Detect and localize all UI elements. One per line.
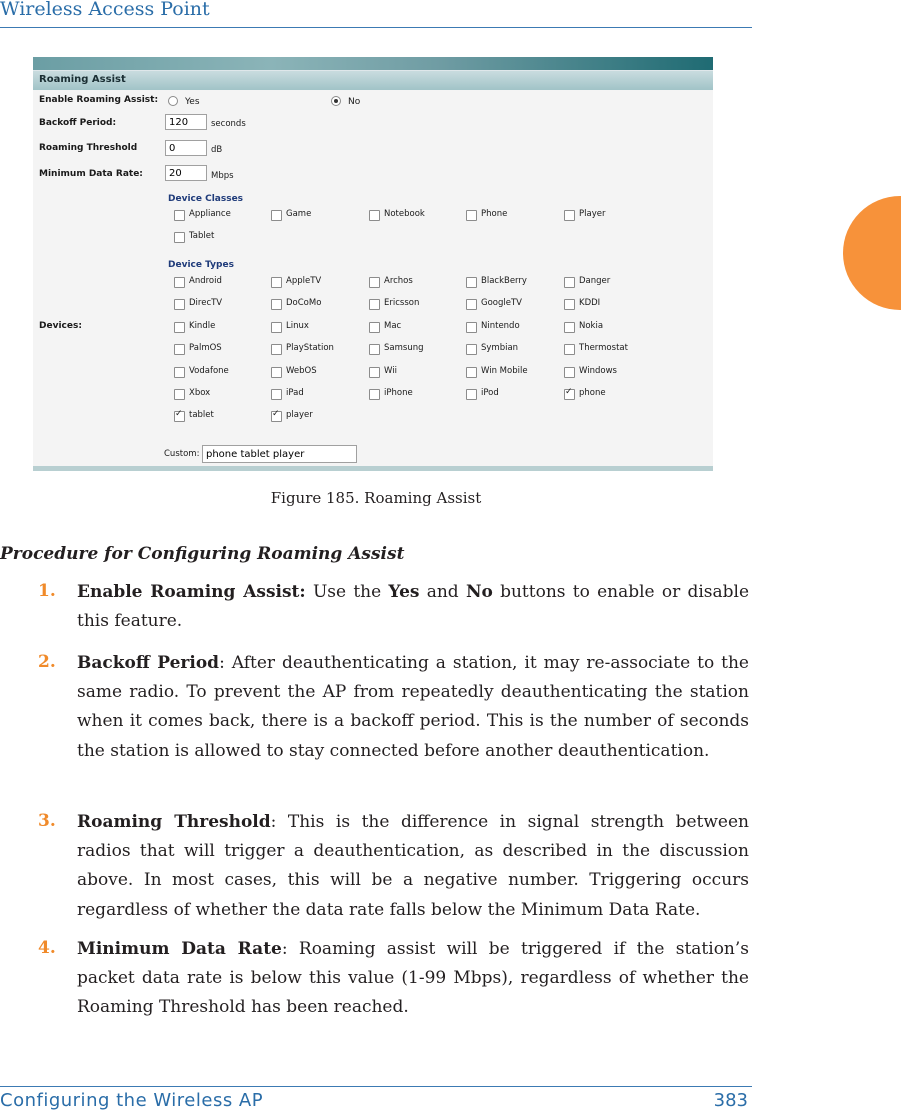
device-checkbox-webos[interactable] [271,367,282,378]
device-checkbox-label: Vodafone [189,365,229,376]
device-checkbox-win-mobile[interactable] [466,367,477,378]
device-checkbox-ericsson[interactable] [369,299,380,310]
step-3-text: Roaming Threshold: This is the difference in signal strength between radios that will trigger a deauthentication, as described in the discussion above. In most cases, this will be a negative number. Triggering occurs regardless of whether the data rate falls below the Minimum Data Rate. [77,812,749,920]
device-checkbox-windows[interactable] [564,367,575,378]
device-checkbox-kddi[interactable] [564,299,575,310]
device-checkbox-tablet[interactable] [174,411,185,422]
device-checkbox-appletv[interactable] [271,277,282,288]
device-checkbox-googletv[interactable] [466,299,477,310]
device-checkbox-label: Game [286,209,312,219]
device-checkbox-ipod[interactable] [466,389,477,400]
threshold-unit: dB [211,145,223,155]
device-checkbox-symbian[interactable] [466,344,477,355]
device-checkbox-label: PlayStation [286,343,334,354]
custom-label: Custom: [164,449,200,459]
device-checkbox-mac[interactable] [369,322,380,333]
device-checkbox-linux[interactable] [271,322,282,333]
device-checkbox-docomo[interactable] [271,299,282,310]
device-checkbox-android[interactable] [174,277,185,288]
device-checkbox-label: Phone [481,209,508,219]
device-checkbox-label: DirecTV [189,298,223,309]
device-classes-title: Device Classes [168,194,244,204]
device-checkbox-phone[interactable] [466,210,477,221]
device-checkbox-label: Appliance [189,209,231,219]
footer-rule [0,1086,752,1087]
device-checkbox-ipad[interactable] [271,389,282,400]
panel-title: Roaming Assist [39,74,126,85]
device-checkbox-label: KDDI [579,298,601,309]
footer-section: Configuring the Wireless AP [0,1090,264,1111]
enable-yes-radio[interactable] [168,96,178,106]
device-checkbox-appliance[interactable] [174,210,185,221]
step-4-text: Minimum Data Rate: Roaming assist will be triggered if the station’s packet data rate is below this value (1-99 Mbps), regardless of whether the Roaming Threshold has been reached. [77,939,750,1018]
device-checkbox-label: Tablet [189,231,215,242]
device-checkbox-label: Android [189,276,222,286]
device-checkbox-label: Archos [384,276,413,286]
device-checkbox-vodafone[interactable] [174,367,185,378]
device-checkbox-label: WebOS [286,365,317,376]
device-checkbox-palmos[interactable] [174,344,185,355]
step-term: Roaming Threshold [77,812,271,832]
device-checkbox-notebook[interactable] [369,210,380,221]
enable-no-radio[interactable] [331,96,341,106]
device-checkbox-playstation[interactable] [271,344,282,355]
step-number: 3. [38,811,56,831]
custom-devices-input[interactable] [202,445,357,463]
device-checkbox-kindle[interactable] [174,322,185,333]
device-checkbox-label: Win Mobile [481,365,528,376]
device-checkbox-player[interactable] [564,210,575,221]
device-checkbox-nintendo[interactable] [466,322,477,333]
roaming-threshold-label: Roaming Threshold [39,143,138,153]
device-checkbox-label: GoogleTV [481,298,522,309]
enable-no-label: No [348,97,361,107]
step-term: Backoff Period [77,653,220,673]
enable-roaming-label: Enable Roaming Assist: [39,95,159,105]
device-checkbox-label: Wii [384,365,397,376]
device-checkbox-label: Kindle [189,320,216,331]
device-checkbox-tablet[interactable] [174,232,185,243]
device-checkbox-label: Symbian [481,343,519,354]
device-checkbox-label: player [286,410,313,421]
roaming-threshold-input[interactable] [165,140,207,156]
backoff-period-input[interactable] [165,114,207,130]
chapter-tab [843,196,901,310]
step-number: 2. [38,652,56,672]
minimum-data-rate-label: Minimum Data Rate: [39,169,143,179]
device-checkbox-nokia[interactable] [564,322,575,333]
device-checkbox-label: iPod [481,388,499,398]
device-checkbox-danger[interactable] [564,277,575,288]
device-checkbox-label: Danger [579,276,611,286]
device-checkbox-label: Thermostat [579,343,628,354]
step-term: Enable Roaming Assist: [77,582,306,602]
devices-label: Devices: [39,321,82,331]
device-checkbox-label: iPhone [384,388,413,398]
enable-yes-label: Yes [185,97,200,107]
device-checkbox-label: Nintendo [481,320,520,331]
panel-bottom-bar [33,466,713,471]
panel-titlebar [33,57,713,90]
backoff-period-label: Backoff Period: [39,118,117,128]
device-checkbox-label: tablet [189,410,214,421]
device-checkbox-label: DoCoMo [286,298,322,309]
device-checkbox-xbox[interactable] [174,389,185,400]
device-checkbox-game[interactable] [271,210,282,221]
device-checkbox-label: AppleTV [286,276,322,286]
device-checkbox-iphone[interactable] [369,389,380,400]
device-checkbox-label: Linux [286,320,309,331]
device-checkbox-wii[interactable] [369,367,380,378]
device-checkbox-label: Ericsson [384,298,420,309]
device-checkbox-label: PalmOS [189,343,222,354]
device-checkbox-label: iPad [286,388,304,398]
figure-caption: Figure 185. Roaming Assist [270,489,482,507]
procedure-heading: Procedure for Configuring Roaming Assist [0,544,405,564]
device-checkbox-directv[interactable] [174,299,185,310]
device-checkbox-archos[interactable] [369,277,380,288]
device-checkbox-label: Nokia [579,320,604,331]
device-checkbox-label: Windows [579,365,617,376]
roaming-assist-panel [33,57,713,471]
device-checkbox-label: Samsung [384,343,424,354]
device-checkbox-label: Player [579,209,606,219]
header-rule [0,27,752,28]
page-number: 383 [713,1090,748,1111]
device-checkbox-label: Mac [384,320,402,331]
device-checkbox-label: BlackBerry [481,276,527,286]
step-term: Minimum Data Rate [77,939,282,959]
device-checkbox-player[interactable] [271,411,282,422]
device-checkbox-blackberry[interactable] [466,277,477,288]
min-rate-unit: Mbps [211,171,234,181]
step-number: 1. [38,581,56,601]
device-checkbox-label: Notebook [384,209,425,219]
step-2-text: Backoff Period: After deauthenticating a station, it may re-associate to the same radio. To prevent the AP from repeatedly deauthenticating the station when it comes back, there is a backoff period. This is the number of seconds the station is allowed to stay connected before another deauthentication. [77,653,749,761]
device-checkbox-label: phone [579,388,606,398]
running-header: Wireless Access Point [0,0,210,20]
device-checkbox-thermostat[interactable] [564,344,575,355]
step-1-text: Enable Roaming Assist: Use the Yes and No buttons to enable or disable this feature. [77,582,750,632]
device-checkbox-label: Xbox [189,388,211,398]
device-checkbox-phone[interactable] [564,389,575,400]
step-number: 4. [38,938,56,958]
minimum-data-rate-input[interactable] [165,165,207,181]
device-types-title: Device Types [168,260,234,270]
backoff-unit: seconds [211,119,246,129]
device-checkbox-samsung[interactable] [369,344,380,355]
